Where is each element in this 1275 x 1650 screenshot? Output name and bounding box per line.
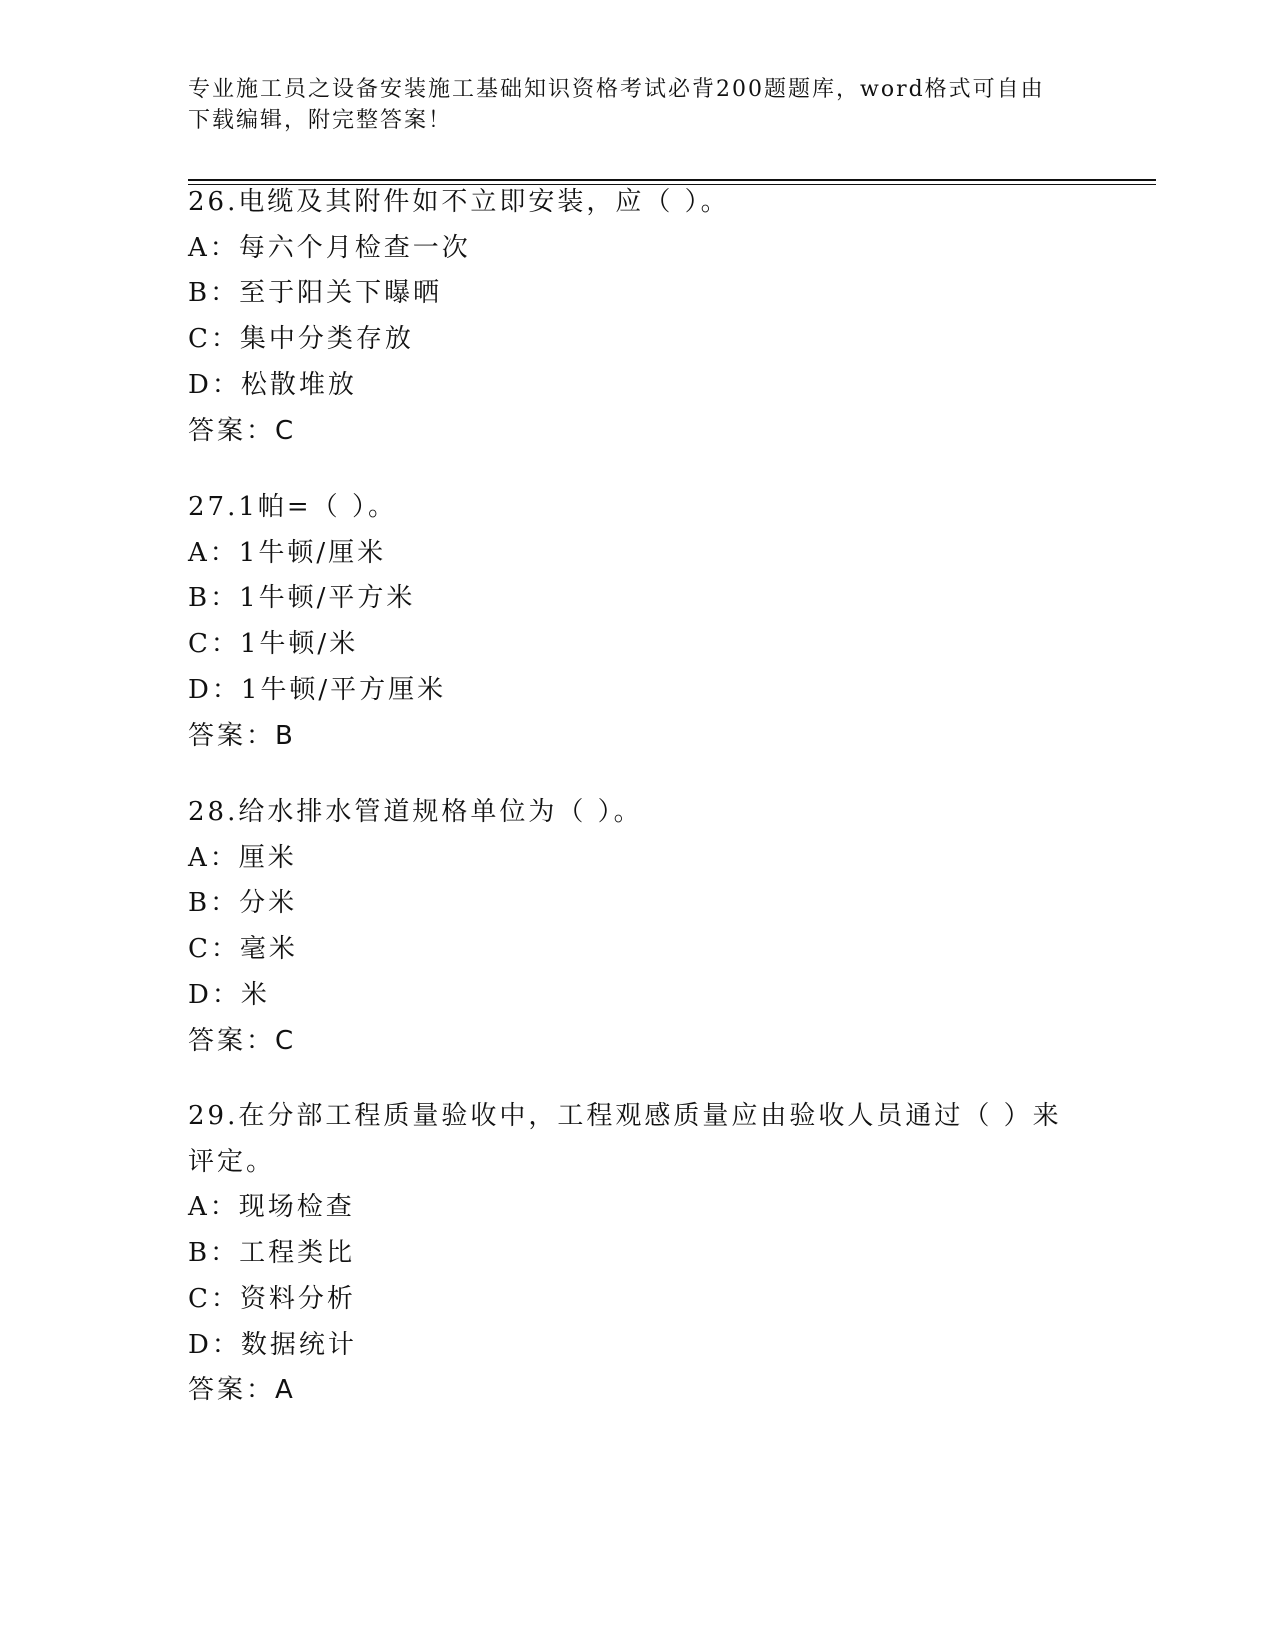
option-b: B：分米: [188, 888, 298, 919]
option-d: D：松散堆放: [188, 369, 357, 400]
answer-line: 答案：C: [188, 415, 297, 446]
option-a: A：厘米: [188, 842, 297, 873]
option-d: D：米: [188, 979, 270, 1010]
question-stem: 27.1帕=（ ）。: [188, 492, 397, 522]
option-d: D：数据统计: [188, 1329, 357, 1360]
answer-line: 答案：A: [188, 1375, 296, 1406]
option-a: A：每六个月检查一次: [188, 232, 471, 263]
question-28: [188, 790, 1118, 1064]
answer-line: 答案：C: [188, 1025, 297, 1056]
header-line-2: 下载编辑，附完整答案！: [188, 108, 453, 133]
document-header: [188, 74, 1088, 136]
option-c: C：集中分类存放: [188, 324, 414, 355]
option-c: C：1牛顿/米: [188, 629, 359, 660]
option-a: A：现场检查: [188, 1192, 355, 1223]
question-26: [188, 180, 1118, 454]
question-stem: 28.给水排水管道规格单位为（ ）。: [188, 797, 643, 827]
question-27: [188, 485, 1118, 759]
option-c: C：毫米: [188, 934, 298, 965]
option-c: C：资料分析: [188, 1283, 356, 1314]
option-b: B：1牛顿/平方米: [188, 583, 416, 614]
option-b: B：至于阳关下曝晒: [188, 278, 443, 309]
question-stem: 29.在分部工程质量验收中，工程观感质量应由验收人员通过（ ）来 评定。: [188, 1101, 1062, 1177]
option-a: A：1牛顿/厘米: [188, 537, 387, 568]
header-line-1: 专业施工员之设备安装施工基础知识资格考试必背200题题库，word格式可自由: [188, 77, 1045, 102]
option-b: B：工程类比: [188, 1238, 356, 1269]
answer-line: 答案：B: [188, 720, 296, 751]
question-29: [188, 1094, 1118, 1414]
option-d: D：1牛顿/平方厘米: [188, 674, 447, 705]
question-stem: 26.电缆及其附件如不立即安装，应（ ）。: [188, 187, 730, 217]
